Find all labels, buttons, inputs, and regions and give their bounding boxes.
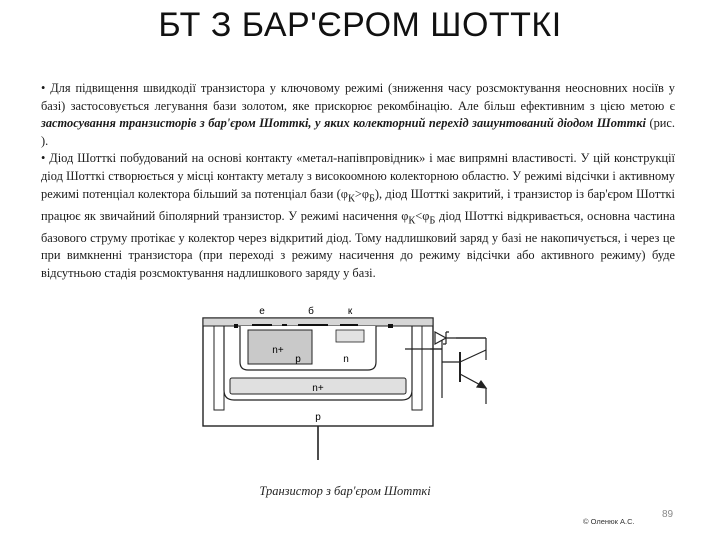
author-credit: © Оленюк А.С. <box>583 517 635 526</box>
base-label: б <box>308 306 314 317</box>
p-base-label: p <box>295 354 301 365</box>
n-collector-label: n <box>343 354 349 365</box>
paragraph-gold-doping: • Для підвищення швидкодії транзистора у ключовому режимі (зниження часу розсмоктування неосновних носіїв у базі) застосовується легування бази золотом, яке прискорює рекомбінацію. Але більш ефективним з цією метою є застосування транзисторів з бар'єром Шотткі, у яких колекторний перехід зашунтований діодом Шотткі (рис. ). <box>41 81 675 148</box>
page-number: 89 <box>662 509 674 520</box>
schottky-diode-icon <box>435 332 446 344</box>
figure-caption: Транзистор з бар'єром Шотткі <box>259 484 431 498</box>
n-plus-emitter-label: n+ <box>272 345 284 356</box>
body-text <box>41 80 675 282</box>
cross-section-diagram <box>203 305 433 460</box>
emitter-arrow-icon <box>477 381 486 388</box>
isolation-right <box>412 326 422 410</box>
n-plus-buried-label: n+ <box>312 383 324 394</box>
paragraph-schottky-diode: • Діод Шотткі побудований на основі контакту «метал-напівпровідник» і має випрямні властивості. У цій конструкції діод Шотткі створюється у місці контакту металу з високоомною колекторною областю. У режимі відсічки і активному режимі потенціал колектора більший за потенціал бази $(\varphi_К>\varphi_Б)$, діод Шотткі закритий, і транзистор із бар'єром Шотткі працює як звичайний біполярний транзистор. У режимі насичення $\varphi_К<\varphi_Б$ діод Шотткі відкривається, основна частина базового струму протікає у колектор через відкритий діод. Тому надлишковий заряд у базі не накопичується, і через це при вимкненні транзистора (при переході з режиму насичення до режиму відсічки або активного режиму) буде відсутньою стадія розсмоктування надлишкового заряду у базі. <box>41 151 675 280</box>
substrate-label: p <box>315 412 321 423</box>
emitter-label: е <box>259 306 265 317</box>
isolation-left <box>214 326 224 410</box>
transistor-figure <box>190 300 680 480</box>
emphasis-shottky-transistors: застосування транзисторів з бар'єром Шотткі, у яких колекторний перехід зашунтований діодом Шотткі <box>41 116 646 131</box>
collector-label: к <box>347 306 353 317</box>
slide-title: БТ З БАР'ЄРОМ ШОТТКІ <box>158 6 562 44</box>
